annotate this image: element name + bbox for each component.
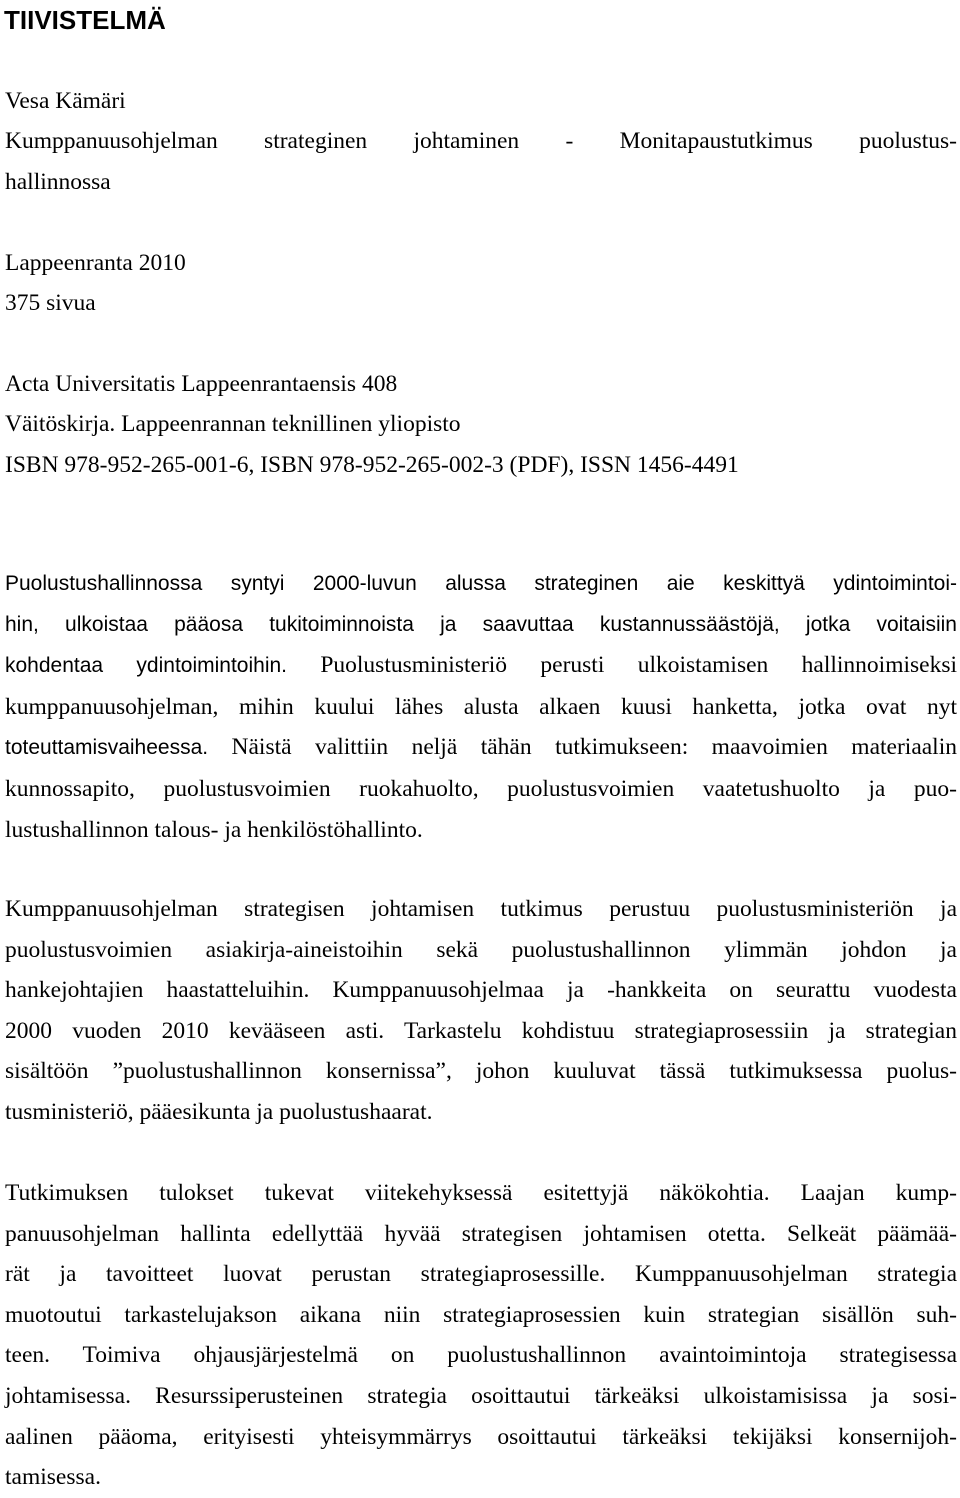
paragraph-1-line-1: Puolustushallinnossa syntyi 2000-luvun alussa strateginen aie keskittyä ydintoimintoi- <box>5 572 957 595</box>
paragraph-3-line-1: Tutkimuksen tulokset tukevat viitekehyksessä esitettyjä näkökohtia. Laajan kump- <box>5 1180 957 1206</box>
paragraph-1-line-5 <box>5 727 957 769</box>
paragraph-3-line-2: panuusohjelman hallinta edellyttää hyvää strategisen johtamisen otetta. Selkeät päämää- <box>5 1220 957 1247</box>
paragraph-1-line-3-part-a: kohdentaa ydintoimintoihin. <box>5 654 321 678</box>
thesis-title-line-1: Kumppanuusohjelman strateginen johtaminen - Monitapaustutkimus puolustus- <box>5 128 957 154</box>
paragraph-2-line-2: puolustusvoimien asiakirja-aineistoihin sekä puolustushallinnon ylimmän johdon ja <box>5 936 957 963</box>
paragraph-3-line-7: aalinen pääoma, erityisesti yhteisymmärrys osoittautui tärkeäksi tekijäksi konsernijoh- <box>5 1423 957 1450</box>
paragraph-2-line-3: hankejohtajien haastatteluihin. Kumppanuusohjelmaa ja -hankkeita on seurattu vuodesta <box>5 977 957 1004</box>
series-line: Acta Universitatis Lappeenrantaensis 408 <box>5 371 398 397</box>
paragraph-2-line-6: tusministeriö, pääesikunta ja puolustushaarat. <box>5 1098 433 1125</box>
abstract-paragraph-3 <box>5 1173 957 1498</box>
paragraph-3-line-6: johtamisessa. Resurssiperusteinen strategia osoittautui tärkeäksi ulkoistamisissa ja sosi- <box>5 1382 957 1409</box>
paragraph-2-line-4: 2000 vuoden 2010 kevääseen asti. Tarkastelu kohdistuu strategiaprosessiin ja strategian <box>5 1017 957 1044</box>
thesis-type-university-line: Väitöskirja. Lappeenrannan teknillinen yliopisto <box>5 411 461 437</box>
place-year-line: Lappeenranta 2010 <box>5 250 186 276</box>
paragraph-1-line-3-part-b: Puolustusministeriö perusti ulkoistamisen hallinnoimiseksi <box>320 652 958 679</box>
paragraph-2-line-1: Kumppanuusohjelman strategisen johtamisen tutkimus perustuu puolustusministeriön ja <box>5 896 957 922</box>
paragraph-3-line-4: muotoutui tarkastelujakson aikana niin strategiaprosessien kuin strategian sisällön suh- <box>5 1301 957 1328</box>
thesis-title-line-2: hallinnossa <box>5 169 111 195</box>
paragraph-1-line-4: kumppanuusohjelman, mihin kuului lähes alusta alkaen kuusi hanketta, jotka ovat nyt <box>5 693 957 720</box>
paragraph-1-line-7: lustushallinnon talous- ja henkilöstöhallinto. <box>5 816 423 843</box>
isbn-issn-line: ISBN 978-952-265-001-6, ISBN 978-952-265-002-3 (PDF), ISSN 1456-4491 <box>5 452 739 478</box>
page-count-line: 375 sivua <box>5 290 96 316</box>
paragraph-1-line-5-part-a: toteuttamisvaiheessa. <box>5 736 232 760</box>
paragraph-2-line-5: sisältöön ”puolustushallinnon konsernissa”, johon kuuluvat tässä tutkimuksessa puolus- <box>5 1058 957 1085</box>
paragraph-1-line-3 <box>5 645 957 687</box>
author-line: Vesa Kämäri <box>5 88 126 114</box>
paragraph-3-line-8: tamisessa. <box>5 1464 101 1491</box>
paragraph-3-line-5: teen. Toimiva ohjausjärjestelmä on puolustushallinnon avaintoimintoja strategisessa <box>5 1342 957 1369</box>
page-heading: TIIVISTELMÄ <box>4 5 166 35</box>
abstract-paragraph-2 <box>5 889 957 1133</box>
paragraph-1-line-2: hin, ulkoistaa pääosa tukitoiminnoista ja saavuttaa kustannussäästöjä, jotka voitaisiin <box>5 612 957 636</box>
paragraph-1-line-5-part-b: Näistä valittiin neljä tähän tutkimukseen: maavoimien materiaalin <box>231 734 957 761</box>
paragraph-3-line-3: rät ja tavoitteet luovat perustan strategiaprosessille. Kumppanuusohjelman strategia <box>5 1261 957 1288</box>
paragraph-1-line-6: kunnossapito, puolustusvoimien ruokahuolto, puolustusvoimien vaatetushuolto ja puo- <box>5 775 957 802</box>
abstract-paragraph-1 <box>5 564 957 850</box>
